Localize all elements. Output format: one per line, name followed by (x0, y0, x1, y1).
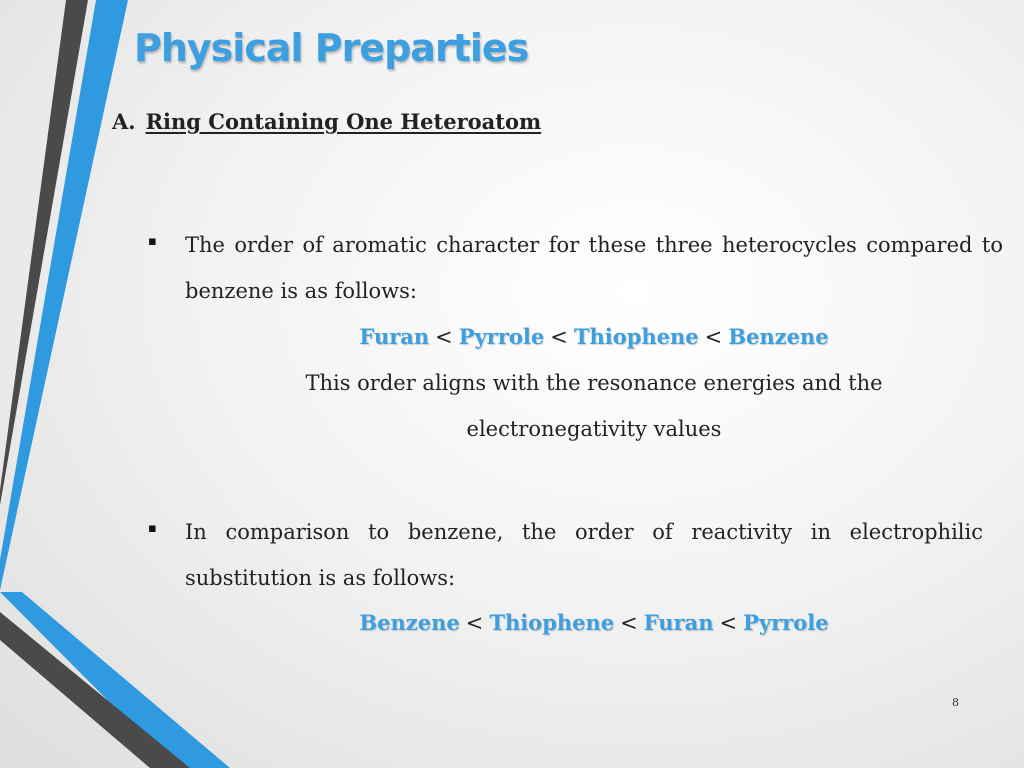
order-item: Pyrrole (743, 610, 829, 635)
order-separator: < (704, 325, 723, 349)
section-letter: A. (112, 109, 136, 134)
order-item: Benzene (359, 610, 460, 635)
section-heading-text: Ring Containing One Heteroatom (145, 109, 542, 134)
order-separator: < (435, 325, 453, 349)
order-note-line-2: electronegativity values (466, 417, 722, 441)
reactivity-order (185, 610, 1003, 635)
section-heading (112, 109, 541, 134)
order-separator: < (620, 611, 638, 635)
order-item: Thiophene (489, 610, 615, 635)
order-note-line-1: This order aligns with the resonance energies and the (305, 371, 883, 395)
order-separator: < (465, 611, 484, 635)
order-note (185, 360, 1003, 452)
order-item: Furan (359, 324, 430, 349)
order-item: Furan (643, 610, 714, 635)
bullet-text-2: In comparison to benzene, the order of reactivity in electrophilic substitution is as follows: (185, 520, 983, 590)
bullet-marker-2: ▪ (148, 521, 157, 536)
dark-stripe-left (0, 0, 88, 505)
slide-title: Physical Preparties (134, 26, 529, 70)
order-item: Benzene (728, 324, 829, 349)
aromaticity-order (185, 324, 1003, 349)
bullet-marker-1: ▪ (148, 234, 157, 249)
order-separator: < (719, 611, 738, 635)
order-item: Pyrrole (458, 324, 545, 349)
order-item: Thiophene (573, 324, 699, 349)
page-number: 8 (952, 696, 959, 709)
bullet-text-1: The order of aromatic character for these three heterocycles compared to benzene is as follows: (185, 233, 1003, 303)
order-separator: < (550, 325, 568, 349)
